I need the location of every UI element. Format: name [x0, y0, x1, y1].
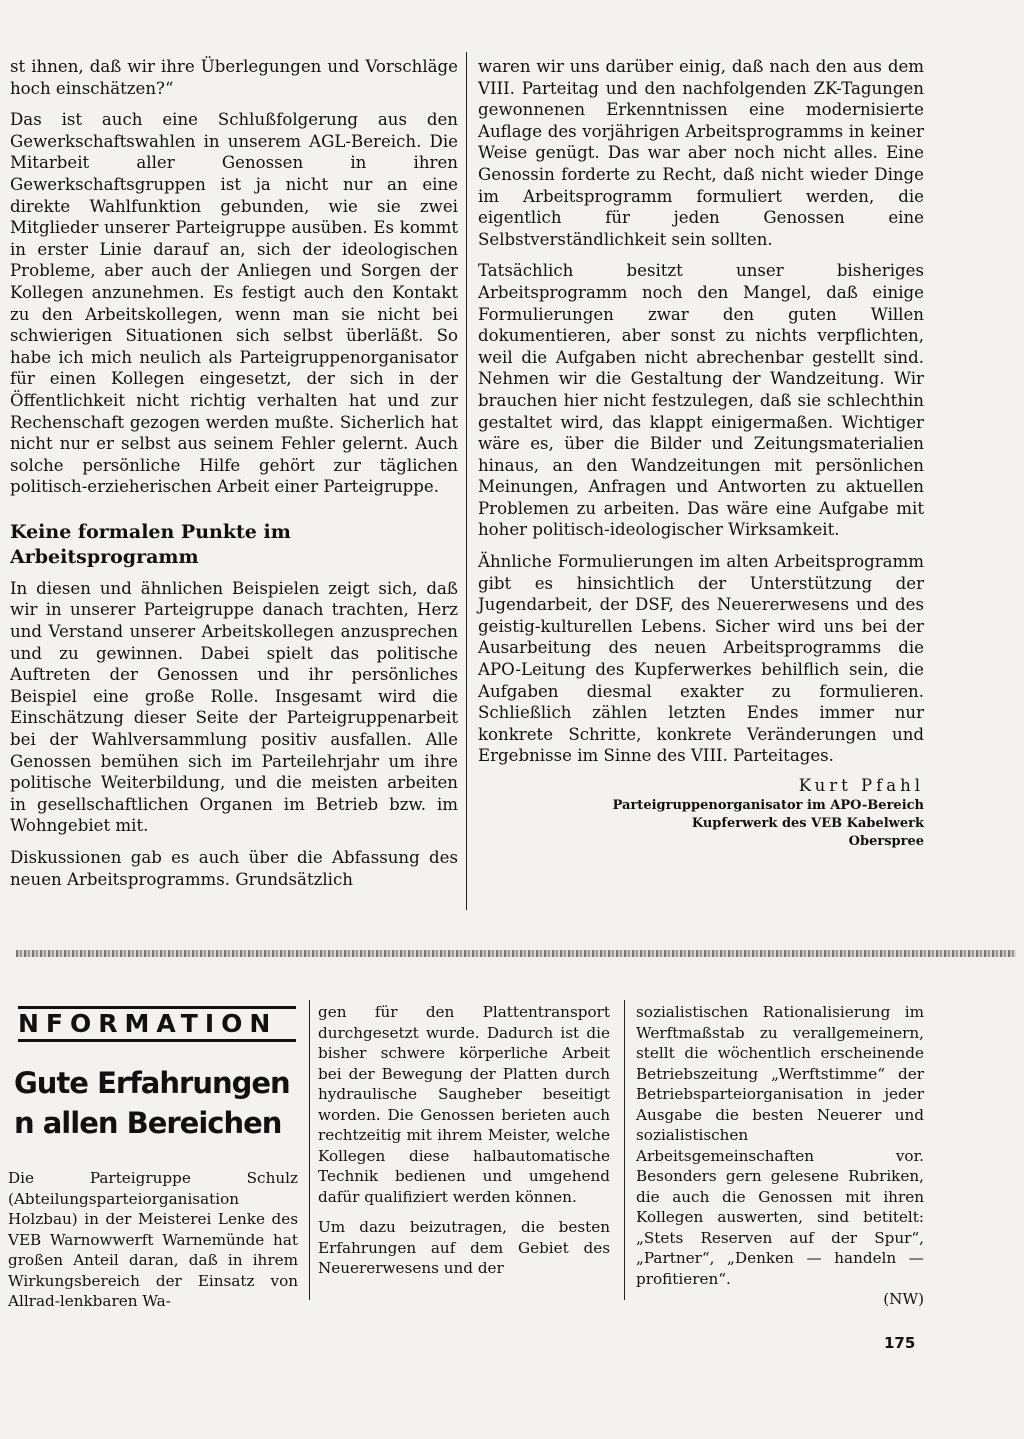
- paragraph: st ihnen, daß wir ihre Überlegungen und Vorschläge hoch einschätzen?“: [10, 57, 458, 98]
- column-divider: [309, 1000, 310, 1300]
- info-author-sign: (NW): [883, 1290, 924, 1308]
- paragraph: Um dazu beizutragen, die besten Erfahrungen auf dem Gebiet des Neuererwesens und der: [318, 1218, 610, 1277]
- author-name: Kurt Pfahl: [798, 776, 924, 795]
- author-role-line: Parteigruppenorganisator im APO-Bereich: [612, 797, 924, 813]
- info-column-1: [8, 1168, 298, 1312]
- column-divider: [624, 1000, 625, 1300]
- paragraph: gen für den Plattentransport durchgesetzt wurde. Dadurch ist die bisher schwere körperliche Arbeit bei der Bewegung der Platten durch hydraulische Saugheber beseitigt worden. Die Genossen berieten auch rechtzeitig mit ihrem Meister, welche Kollegen diese halbautomatische Technik bedienen und umgehend dafür qualifiziert werden können.: [318, 1003, 610, 1206]
- info-headline-line: Gute Erfahrungen: [14, 1066, 290, 1100]
- section-separator-band: [16, 950, 1016, 957]
- paragraph: In diesen und ähnlichen Beispielen zeigt sich, daß wir in unserer Parteigruppe danach trachten, Herz und Verstand unserer Arbeitskollegen anzusprechen und zu gewinnen. Dabei spielt das politische Auftreten der Genossen und ihr persönliches Beispiel eine große Rolle. Insgesamt wird die Einschätzung dieser Seite der Parteigruppenarbeit bei der Wahlversammlung positiv ausfallen. Alle Genossen bemühen sich im Parteilehrjahr um ihre politische Weiterbildung, und die meisten arbeiten in gesellschaftlichen Organen im Betrieb bzw. im Wohngebiet mit.: [10, 578, 458, 836]
- section-subheading: Keine formalen Punkte im Arbeitsprogramm: [10, 520, 291, 568]
- information-label: NFORMATION: [18, 1006, 296, 1042]
- info-headline-line: n allen Bereichen: [14, 1106, 282, 1140]
- paragraph: sozialistischen Rationalisierung im Werftmaßstab zu verallgemeinern, stellt die wöchentlich erscheinende Betriebszeitung „Werftstimme“ der Betriebsparteiorganisation in jeder Ausgabe die besten Neuerer und sozialistischen Arbeitsgemeinschaften vor. Besonders gern gelesene Rubriken, die auch die Genossen mit ihren Kollegen auswerten, sind betitelt: „Stets Reserven auf der Spur“, „Partner“, „Denken — handeln — profitieren“.: [636, 1003, 924, 1288]
- paragraph: Diskussionen gab es auch über die Abfassung des neuen Arbeitsprogramms. Grundsätzlich: [10, 848, 458, 889]
- info-column-2: [318, 1002, 610, 1279]
- info-column-3: [636, 1002, 924, 1310]
- info-headline: [14, 1063, 302, 1143]
- article-column-right: [478, 56, 924, 851]
- paragraph: Ähnliche Formulierungen im alten Arbeitsprogramm gibt es hinsichtlich der Unterstützung der Jugendarbeit, der DSF, des Neuererwesens und des geistig-kulturellen Lebens. Sicher wird uns bei der Ausarbeitung des neuen Arbeitsprogramms die APO-Leitung des Kupferwerkes behilflich sein, die Aufgaben diesmal exakter zu formulieren. Schließlich zählen letzten Endes immer nur konkrete Schritte, konkrete Veränderungen und Ergebnisse im Sinne des VIII. Parteitages.: [478, 552, 924, 766]
- article-column-left: [10, 56, 458, 890]
- page-number: 175: [884, 1334, 916, 1352]
- column-divider: [466, 52, 467, 910]
- paragraph: waren wir uns darüber einig, daß nach den aus dem VIII. Parteitag und den nachfolgenden ZK-Tagungen gewonnenen Erkenntnissen eine modernisierte Auflage des vorjährigen Arbeitsprogramms in keiner Weise genügt. Das war aber noch nicht alles. Eine Genossin forderte zu Recht, daß nicht wieder Dinge im Arbeitsprogramm formuliert werden, die eigentlich für jeden Genossen eine Selbstverständlichkeit sein sollten.: [478, 57, 924, 249]
- paragraph: Die Parteigruppe Schulz (Abteilungsparteiorganisation Holzbau) in der Meisterei Lenke des VEB Warnowwerft Warnemünde hat großen Anteil daran, daß in ihrem Wirkungsbereich der Einsatz von Allrad-lenkbaren Wa-: [8, 1169, 298, 1310]
- author-role-line: Oberspree: [848, 833, 924, 849]
- author-role-line: Kupferwerk des VEB Kabelwerk: [691, 815, 924, 831]
- author-signature: [478, 775, 924, 851]
- paragraph: Das ist auch eine Schlußfolgerung aus den Gewerkschaftswahlen in unserem AGL-Bereich. Die Mitarbeit aller Genossen in ihren Gewerkschaftsgruppen ist ja nicht nur an eine direkte Wahlfunktion gebunden, wie sie zwei Mitglieder unserer Parteigruppe ausüben. Es kommt in erster Linie darauf an, sich der ideologischen Probleme, aber auch der Anliegen und Sorgen der Kollegen anzunehmen. Es festigt auch den Kontakt zu den Arbeitskollegen, wenn man sie nicht bei schwierigen Situationen sich selbst überläßt. So habe ich mich neulich als Parteigruppenorganisator für einen Kollegen eingesetzt, der sich in der Öffentlichkeit nicht richtig verhalten hat und zur Rechenschaft gezogen werden mußte. Sicherlich hat nicht nur er selbst aus seinem Fehler gelernt. Auch solche persönliche Hilfe gehört zur täglichen politisch-erzieherischen Arbeit einer Parteigruppe.: [10, 110, 458, 497]
- paragraph: Tatsächlich besitzt unser bisheriges Arbeitsprogramm noch den Mangel, daß einige Formulierungen zwar den guten Willen dokumentieren, aber sonst zu nichts verpflichten, weil die Aufgaben nicht abrechenbar gestellt sind. Nehmen wir die Gestaltung der Wandzeitung. Wir brauchen hier nicht festzulegen, daß sie schlechthin gestaltet wird, das klappt einigermaßen. Wichtiger wäre es, über die Bilder und Zeitungsmaterialien hinaus, an den Wandzeitungen mit persönlichen Meinungen, Anfragen und Antworten zu aktuellen Problemen zu arbeiten. Das wäre eine Aufgabe mit hoher politisch-ideologischer Wirksamkeit.: [478, 261, 924, 540]
